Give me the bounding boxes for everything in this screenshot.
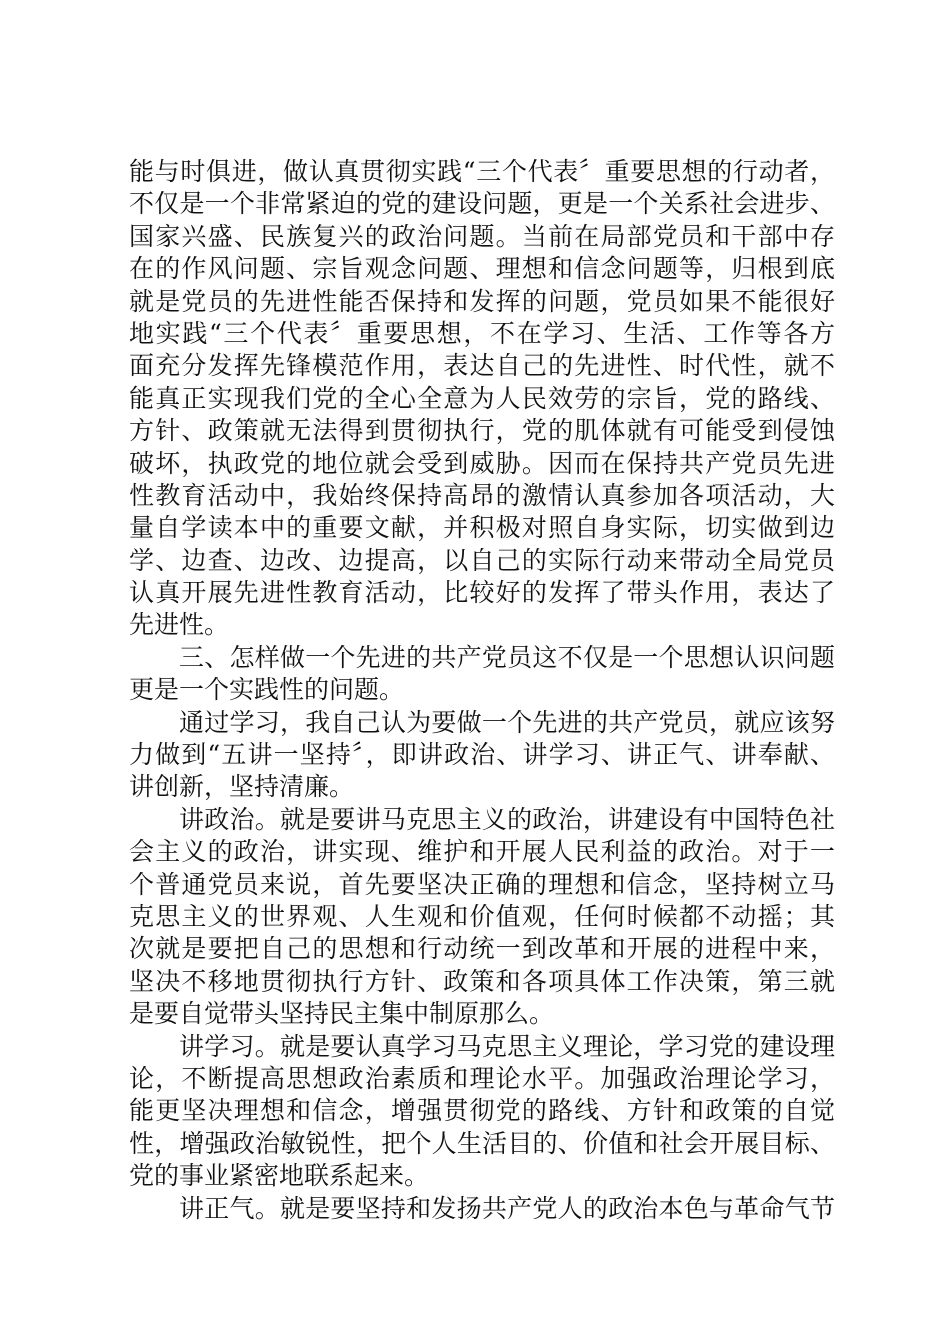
text-line: 党的事业紧密地联系起来。 bbox=[129, 1161, 430, 1191]
text-line: 力做到“五讲一坚持〞，即讲政治、讲学习、讲正气、讲奉献、 bbox=[129, 740, 835, 770]
text-line: 性教育活动中，我始终保持高昂的激情认真参加各项活动，大 bbox=[129, 480, 835, 510]
text-line: 次就是要把自己的思想和行动统一到改革和开展的进程中来， bbox=[129, 934, 835, 964]
section-heading-line: 三、怎样做一个先进的共产党员这不仅是一个思想认识问题 bbox=[179, 642, 835, 672]
text-line: 学、边查、边改、边提高，以自己的实际行动来带动全局党员 bbox=[129, 545, 835, 575]
text-line: 在的作风问题、宗旨观念问题、理想和信念问题等，归根到底 bbox=[129, 254, 835, 284]
document-page bbox=[129, 156, 835, 1225]
text-line: 讲创新，坚持清廉。 bbox=[129, 772, 355, 802]
text-line: 方针、政策就无法得到贯彻执行，党的肌体就有可能受到侵蚀 bbox=[129, 416, 835, 446]
text-line: 能与时俱进，做认真贯彻实践“三个代表〞重要思想的行动者， bbox=[129, 157, 835, 186]
text-line: 量自学读本中的重要文献，并积极对照自身实际，切实做到边 bbox=[129, 513, 835, 543]
text-line: 国家兴盛、民族复兴的政治问题。当前在局部党员和干部中存 bbox=[129, 221, 835, 251]
text-line: 坚决不移地贯彻执行方针、政策和各项具体工作决策，第三就 bbox=[129, 966, 835, 996]
text-line: 是要自觉带头坚持民主集中制原那么。 bbox=[129, 999, 555, 1029]
text-line: 讲学习。就是要认真学习马克思主义理论，学习党的建设理 bbox=[179, 1031, 835, 1061]
section-heading-line: 更是一个实践性的问题。 bbox=[129, 675, 405, 705]
text-line: 地实践“三个代表〞重要思想，不在学习、生活、工作等各方 bbox=[129, 318, 835, 348]
text-line: 通过学习，我自己认为要做一个先进的共产党员，就应该努 bbox=[179, 707, 835, 737]
text-line: 就是党员的先进性能否保持和发挥的问题，党员如果不能很好 bbox=[129, 286, 835, 316]
text-line: 破坏，执政党的地位就会受到威胁。因而在保持共产党员先进 bbox=[129, 448, 835, 478]
text-line: 面充分发挥先锋模范作用，表达自己的先进性、时代性，就不 bbox=[129, 351, 835, 381]
text-line: 能更坚决理想和信念，增强贯彻党的路线、方针和政策的自觉 bbox=[129, 1096, 835, 1126]
text-line: 认真开展先进性教育活动，比较好的发挥了带头作用，表达了 bbox=[129, 578, 835, 608]
text-line: 不仅是一个非常紧迫的党的建设问题，更是一个关系社会进步、 bbox=[129, 189, 835, 219]
text-line: 论，不断提高思想政治素质和理论水平。加强政治理论学习， bbox=[129, 1063, 835, 1093]
text-line: 克思主义的世界观、人生观和价值观，任何时候都不动摇；其 bbox=[129, 901, 835, 931]
text-line: 能真正实现我们党的全心全意为人民效劳的宗旨，党的路线、 bbox=[129, 383, 835, 413]
text-line: 先进性。 bbox=[129, 610, 230, 640]
text-line: 个普通党员来说，首先要坚决正确的理想和信念，坚持树立马 bbox=[129, 869, 835, 899]
text-line: 讲正气。就是要坚持和发扬共产党人的政治本色与革命气节 bbox=[179, 1193, 835, 1223]
text-line: 性，增强政治敏锐性，把个人生活目的、价值和社会开展目标、 bbox=[129, 1128, 835, 1158]
text-line: 会主义的政治，讲实现、维护和开展人民利益的政治。对于一 bbox=[129, 837, 835, 867]
text-line: 讲政治。就是要讲马克思主义的政治，讲建设有中国特色社 bbox=[179, 804, 835, 834]
